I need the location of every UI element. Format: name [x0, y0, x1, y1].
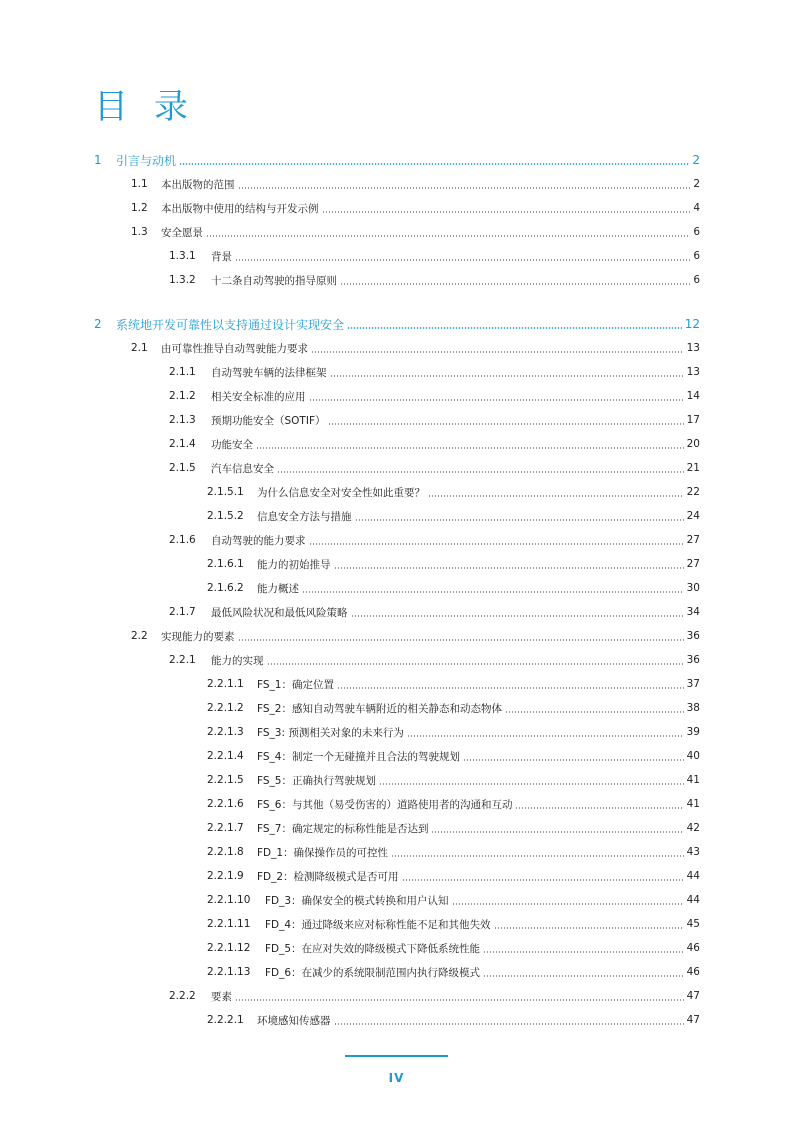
toc-entry-page: 2: [693, 178, 700, 190]
toc-entry[interactable]: [94, 384, 700, 408]
toc-entry-page: 2: [692, 153, 700, 167]
toc-entry-page: 38: [686, 702, 700, 714]
toc-entry-title: 功能安全: [211, 438, 253, 451]
toc-entry-number: 1.2: [131, 202, 148, 214]
toc-leader-dots: [334, 567, 684, 569]
toc-entry[interactable]: [94, 196, 700, 220]
toc-entry-page: 36: [686, 654, 700, 666]
toc-entry-title: FD_2：检测降级模式是否可用: [257, 870, 399, 883]
toc-entry-title: FS_5：正确执行驾驶规划: [257, 774, 376, 787]
toc-entry-page: 40: [686, 750, 700, 762]
toc-entry-title: 信息安全方法与措施: [257, 510, 352, 523]
toc-entry[interactable]: [94, 456, 700, 480]
toc-entry[interactable]: [94, 744, 700, 768]
toc-entry-title: FD_1：确保操作员的可控性: [257, 846, 389, 859]
toc-entry-number: 2.2.1.8: [207, 846, 244, 858]
toc-entry-number: 1: [94, 153, 102, 167]
toc-leader-dots: [340, 283, 690, 285]
toc-leader-dots: [452, 903, 684, 905]
toc-entry-page: 41: [686, 774, 700, 786]
toc-entry[interactable]: [94, 528, 700, 552]
toc-entry-page: 27: [686, 558, 700, 570]
toc-leader-dots: [351, 615, 684, 617]
toc-entry-number: 2.1.5.1: [207, 486, 244, 498]
toc-entry-title: 预期功能安全（SOTIF）: [211, 414, 326, 427]
toc-leader-dots: [238, 187, 691, 189]
toc-leader-dots: [337, 687, 684, 689]
toc-entry-number: 2.2.1.7: [207, 822, 244, 834]
toc-entry-title: 自动驾驶的能力要求: [211, 534, 306, 547]
toc-entry-page: 6: [693, 250, 700, 262]
toc-entry-title: 为什么信息安全对安全性如此重要？: [257, 486, 425, 499]
toc-entry-title: 最低风险状况和最低风险策略: [211, 606, 348, 619]
toc-entry[interactable]: [94, 552, 700, 576]
page-number: IV: [388, 1071, 405, 1085]
toc-entry-title: FD_4：通过降级来应对标称性能不足和其他失效: [265, 918, 491, 931]
toc-entry-number: 2.2.1.4: [207, 750, 244, 762]
toc-entry-title: 本出版物的范围: [161, 178, 235, 191]
toc-entry-title: FD_3：确保安全的模式转换和用户认知: [265, 894, 449, 907]
toc-leader-dots: [277, 471, 684, 473]
toc-entry[interactable]: [94, 600, 700, 624]
toc-leader-dots: [407, 735, 684, 737]
toc-entry-number: 2.2: [131, 630, 148, 642]
toc-entry[interactable]: [94, 268, 700, 292]
toc-entry-page: 46: [686, 966, 700, 978]
toc-entry-number: 2: [94, 317, 102, 331]
toc-entry[interactable]: [94, 648, 700, 672]
toc-leader-dots: [505, 711, 684, 713]
toc-entry-page: 34: [686, 606, 700, 618]
toc-entry-title: FS_2：感知自动驾驶车辆附近的相关静态和动态物体: [257, 702, 502, 715]
toc-entry-number: 2.1.2: [169, 390, 196, 402]
toc-entry-number: 1.3.1: [169, 250, 196, 262]
toc-entry[interactable]: [94, 576, 700, 600]
toc-entry-title: FD_6：在减少的系统限制范围内执行降级模式: [265, 966, 481, 979]
toc-entry-title: 汽车信息安全: [211, 462, 274, 475]
toc-entry-page: 13: [686, 366, 700, 378]
toc-entry[interactable]: [94, 984, 700, 1008]
toc-entry[interactable]: [94, 936, 700, 960]
toc-entry-page: 21: [686, 462, 700, 474]
toc-entry[interactable]: [94, 624, 700, 648]
toc-entry-title: 能力的实现: [211, 654, 264, 667]
toc-entry-title: 安全愿景: [161, 226, 203, 239]
toc-entry[interactable]: [94, 960, 700, 984]
toc-entry[interactable]: [94, 148, 700, 172]
toc-leader-dots: [334, 1023, 684, 1025]
footer-rule: [345, 1055, 448, 1057]
toc-entry-title: 相关安全标准的应用: [211, 390, 306, 403]
toc-entry[interactable]: [94, 172, 700, 196]
toc-leader-dots: [463, 759, 684, 761]
toc-entry-title: 要素: [211, 990, 232, 1003]
toc-entry-number: 2.1.5.2: [207, 510, 244, 522]
toc-entry[interactable]: [94, 408, 700, 432]
toc-leader-dots: [431, 831, 683, 833]
toc-entry-page: 24: [686, 510, 700, 522]
toc-entry-page: 44: [686, 894, 700, 906]
toc-entry-title: 能力的初始推导: [257, 558, 331, 571]
toc-entry-number: 2.2.1.13: [207, 966, 251, 978]
toc-entry-number: 2.2.1.6: [207, 798, 244, 810]
toc-entry-title: FS_3: 预测相关对象的未来行为: [257, 726, 404, 739]
toc-leader-dots: [379, 783, 684, 785]
toc-entry-page: 20: [686, 438, 700, 450]
toc-entry[interactable]: [94, 480, 700, 504]
toc-entry-title: 环境感知传感器: [257, 1014, 331, 1027]
toc-entry-page: 22: [686, 486, 700, 498]
toc-entry-page: 27: [686, 534, 700, 546]
toc-entry-page: 6: [693, 274, 700, 286]
toc-entry[interactable]: [94, 504, 700, 528]
toc-leader-dots: [347, 327, 682, 329]
toc-entry[interactable]: [94, 336, 700, 360]
toc-entry-number: 2.2.1.9: [207, 870, 244, 882]
toc-entry-title: 十二条自动驾驶的指导原则: [211, 274, 337, 287]
toc-entry-title: 自动驾驶车辆的法律框架: [211, 366, 327, 379]
toc-leader-dots: [206, 235, 690, 237]
toc-entry[interactable]: [94, 432, 700, 456]
toc-entry-page: 41: [686, 798, 700, 810]
toc-leader-dots: [391, 855, 684, 857]
toc-entry-page: 12: [684, 317, 700, 331]
toc-entry-page: 6: [693, 226, 700, 238]
toc-entry-number: 2.2.1.11: [207, 918, 251, 930]
toc-entry-number: 2.1.5: [169, 462, 196, 474]
toc-entry-number: 1.3.2: [169, 274, 196, 286]
toc-entry[interactable]: [94, 244, 700, 268]
toc-entry-number: 2.1.1: [169, 366, 196, 378]
toc-leader-dots: [328, 423, 683, 425]
toc-leader-dots: [355, 519, 684, 521]
toc-entry-title: 实现能力的要素: [161, 630, 235, 643]
toc-leader-dots: [235, 999, 684, 1001]
toc-leader-dots: [494, 927, 684, 929]
toc-entry-number: 2.1.4: [169, 438, 196, 450]
toc-entry[interactable]: [94, 792, 700, 816]
toc-entry-page: 45: [686, 918, 700, 930]
toc-leader-dots: [311, 351, 684, 353]
toc-entry-number: 2.1.6.1: [207, 558, 244, 570]
toc-entry-page: 36: [686, 630, 700, 642]
toc-entry-number: 1.3: [131, 226, 148, 238]
toc-entry-number: 1.1: [131, 178, 148, 190]
toc-entry-number: 2.2.1.2: [207, 702, 244, 714]
toc-leader-dots: [515, 807, 683, 809]
toc-leader-dots: [267, 663, 684, 665]
toc-entry-page: 43: [686, 846, 700, 858]
toc-entry[interactable]: [94, 840, 700, 864]
toc-entry[interactable]: [94, 912, 700, 936]
toc-entry-title: FS_1：确定位置: [257, 678, 334, 691]
toc-entry-page: 44: [686, 870, 700, 882]
page-title: 目录: [94, 87, 214, 127]
toc-entry-number: 2.2.1.3: [207, 726, 244, 738]
toc-entry-page: 30: [686, 582, 700, 594]
toc-entry[interactable]: [94, 220, 700, 244]
toc-entry-number: 2.2.1.10: [207, 894, 251, 906]
toc-entry-page: 14: [686, 390, 700, 402]
toc-entry-page: 47: [686, 1014, 700, 1026]
toc-entry[interactable]: [94, 816, 700, 840]
toc-entry-number: 2.2.1.1: [207, 678, 244, 690]
toc-entry[interactable]: [94, 312, 700, 336]
toc-entry-number: 2.2.1.5: [207, 774, 244, 786]
toc-leader-dots: [302, 591, 684, 593]
toc-leader-dots: [235, 259, 690, 261]
toc-entry[interactable]: [94, 768, 700, 792]
toc-leader-dots: [238, 639, 684, 641]
toc-entry-page: 46: [686, 942, 700, 954]
toc-leader-dots: [483, 975, 684, 977]
table-of-contents: [94, 148, 700, 1032]
toc-entry-number: 2.2.2.1: [207, 1014, 244, 1026]
toc-entry-title: 系统地开发可靠性以支持通过设计实现安全: [116, 317, 345, 332]
toc-entry-number: 2.1.3: [169, 414, 196, 426]
toc-entry[interactable]: [94, 696, 700, 720]
toc-entry-number: 2.1.7: [169, 606, 196, 618]
toc-leader-dots: [256, 447, 684, 449]
toc-entry-title: FS_6：与其他（易受伤害的）道路使用者的沟通和互动: [257, 798, 513, 811]
toc-entry[interactable]: [94, 720, 700, 744]
toc-entry-number: 2.2.1.12: [207, 942, 251, 954]
toc-leader-dots: [309, 399, 684, 401]
toc-leader-dots: [428, 495, 684, 497]
toc-entry-number: 2.1: [131, 342, 148, 354]
toc-leader-dots: [322, 211, 691, 213]
toc-entry-number: 2.1.6.2: [207, 582, 244, 594]
toc-entry-number: 2.2.1: [169, 654, 196, 666]
toc-entry-title: FS_7：确定规定的标称性能是否达到: [257, 822, 429, 835]
toc-leader-dots: [483, 951, 684, 953]
toc-entry[interactable]: [94, 864, 700, 888]
toc-entry-title: FS_4：制定一个无碰撞并且合法的驾驶规划: [257, 750, 460, 763]
toc-entry-title: 本出版物中使用的结构与开发示例: [161, 202, 319, 215]
toc-entry-title: 背景: [211, 250, 232, 263]
toc-leader-dots: [179, 163, 689, 165]
toc-entry-page: 42: [686, 822, 700, 834]
toc-entry[interactable]: [94, 1008, 700, 1032]
toc-entry-page: 39: [686, 726, 700, 738]
toc-entry-page: 4: [693, 202, 700, 214]
toc-entry-page: 13: [686, 342, 700, 354]
toc-entry[interactable]: [94, 672, 700, 696]
toc-leader-dots: [309, 543, 684, 545]
toc-entry-page: 47: [686, 990, 700, 1002]
toc-entry-title: 由可靠性推导自动驾驶能力要求: [161, 342, 308, 355]
toc-entry[interactable]: [94, 888, 700, 912]
toc-entry-title: FD_5：在应对失效的降级模式下降低系统性能: [265, 942, 481, 955]
toc-entry-number: 2.2.2: [169, 990, 196, 1002]
toc-entry-number: 2.1.6: [169, 534, 196, 546]
toc-leader-dots: [330, 375, 684, 377]
toc-entry[interactable]: [94, 360, 700, 384]
toc-entry-title: 能力概述: [257, 582, 299, 595]
toc-entry-title: 引言与动机: [116, 153, 177, 168]
toc-entry-page: 17: [686, 414, 700, 426]
toc-entry-page: 37: [686, 678, 700, 690]
toc-leader-dots: [402, 879, 684, 881]
